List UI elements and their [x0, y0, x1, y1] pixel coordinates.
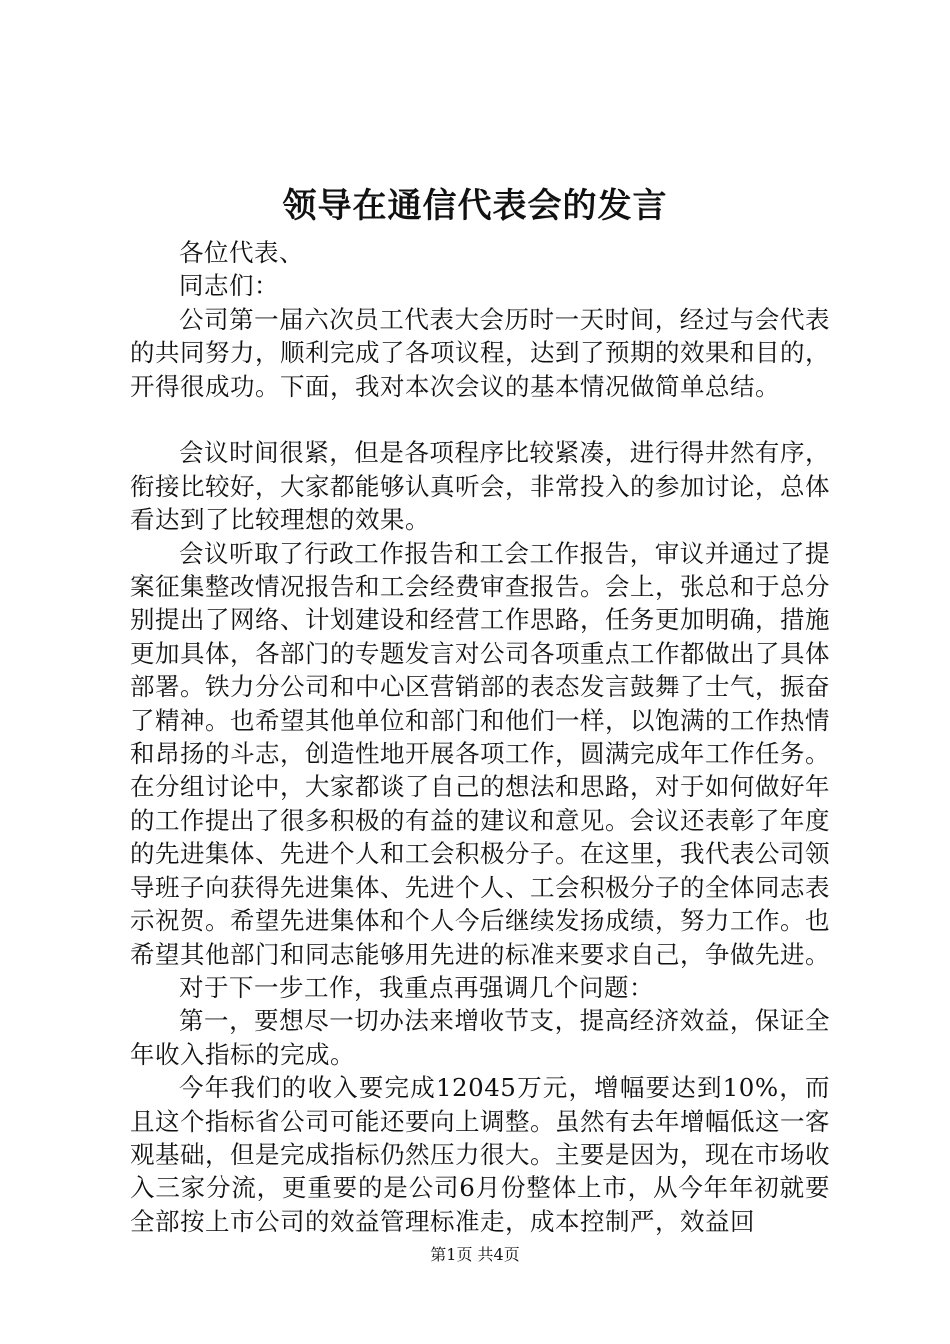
page-footer: 第1页 共4页 [430, 1245, 520, 1264]
salutation-line-1: 各位代表、 [179, 238, 304, 267]
document-title: 领导在通信代表会的发言 [282, 186, 668, 226]
paragraph-meeting-time: 会议时间很紧，但是各项程序比较紧凑，进行得井然有序，衔接比较好，大家都能够认真听会，非常投入的参加讨论，总体看达到了比较理想的效果。 [130, 438, 830, 535]
document-body [130, 236, 830, 1238]
paragraph-next-steps: 对于下一步工作，我重点再强调几个问题： [179, 972, 654, 1002]
paragraph-revenue: 今年我们的收入要完成12045万元，增幅要达到10%，而且这个指标省公司可能还要向上调整。虽然有去年增幅低这一客观基础，但是完成指标仍然压力很大。主要是因为，现在市场收入三家分流，更重要的是公司6月份整体上市，从今年年初就要全部按上市公司的效益管理标准走，成本控制严，效益回 [130, 1073, 830, 1236]
paragraph-meeting-reports: 会议听取了行政工作报告和工会工作报告，审议并通过了提案征集整改情况报告和工会经费审查报告。会上，张总和于总分别提出了网络、计划建设和经营工作思路，任务更加明确，措施更加具体，各部门的专题发言对公司各项重点工作都做出了具体部署。铁力分公司和中心区营销部的表态发言鼓舞了士气，振奋了精神。也希望其他单位和部门和他们一样，以饱满的工作热情和昂扬的斗志，创造性地开展各项工作，圆满完成年工作任务。在分组讨论中，大家都谈了自己的想法和思路，对于如何做好年的工作提出了很多积极的有益的建议和意见。会议还表彰了年度的先进集体、先进个人和工会积极分子。在这里，我代表公司领导班子向获得先进集体、先进个人、工会积极分子的全体同志表示祝贺。希望先进集体和个人今后继续发扬成绩，努力工作。也希望其他部门和同志能够用先进的标准来要求自己，争做先进。 [130, 538, 830, 969]
paragraph-intro: 公司第一届六次员工代表大会历时一天时间，经过与会代表的共同努力，顺利完成了各项议程，达到了预期的效果和目的，开得很成功。下面，我对本次会议的基本情况做简单总结。 [130, 304, 830, 401]
paragraph-point-one: 第一，要想尽一切办法来增收节支，提高经济效益，保证全年收入指标的完成。 [130, 1006, 830, 1069]
salutation-line-2: 同志们： [179, 271, 279, 301]
